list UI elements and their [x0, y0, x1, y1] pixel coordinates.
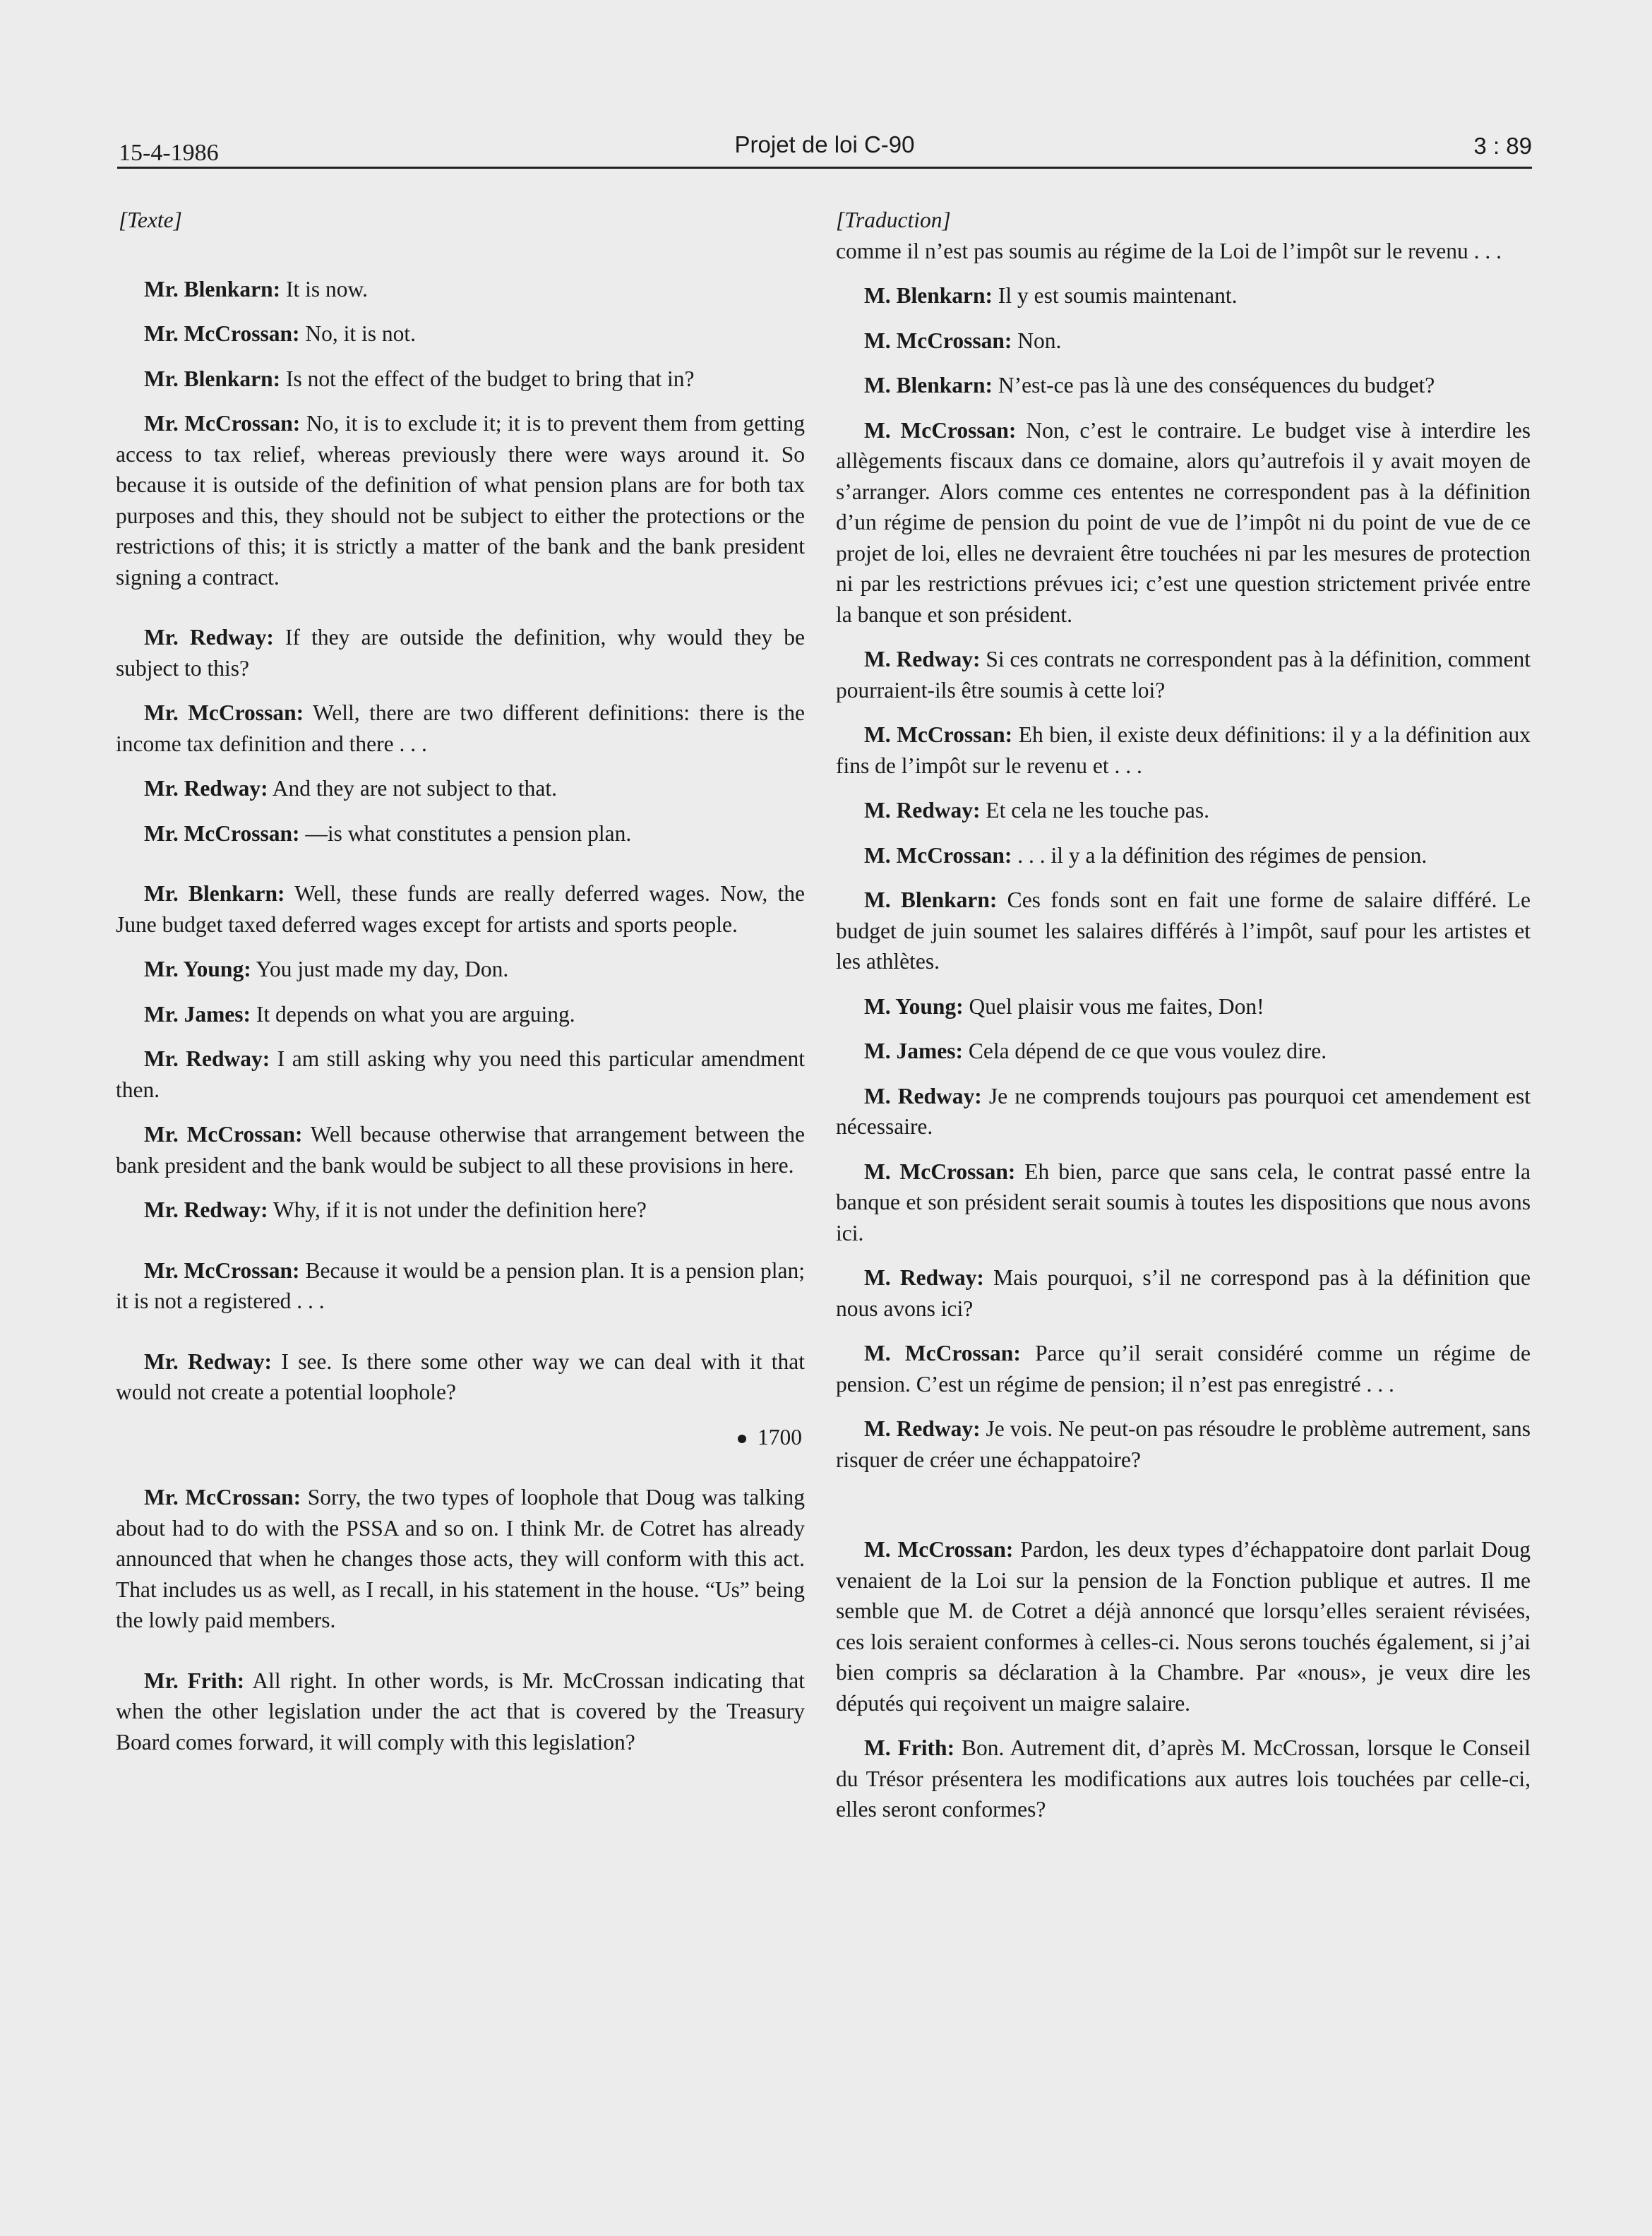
speech-text: Cela dépend de ce que vous voulez dire.	[962, 1039, 1327, 1063]
speech-text: . . . il y a la définition des régimes de pension.	[1012, 842, 1427, 868]
speech-text: No, it is to exclude it; it is to prevent them from getting access to tax relief, whereas previously there were ways around it. So because it is outside of the definition of what pension plans are for both tax purposes and this, they should not be subject to either the protections or the restrictions of this; it is strictly a matter of the bank and the bank president signing a contract.	[116, 411, 805, 590]
time-marker	[116, 1422, 805, 1453]
speech-text: I am still asking why you need this particular amendment then.	[116, 1046, 805, 1102]
transcript-paragraph	[116, 999, 805, 1030]
transcript-paragraph	[836, 1036, 1531, 1067]
speaker-name: Mr. Blenkarn:	[144, 881, 285, 906]
speaker-name: Mr. Redway:	[144, 625, 274, 650]
transcript-paragraph	[116, 364, 805, 395]
speech-text: Sorry, the two types of loophole that Doug was talking about had to do with the PSSA and so on. I think Mr. de Cotret has already announced that when he changes those acts, they will conform with this act. That includes us as well, as I recall, in his statement in the house. “Us” being the lowly paid members.	[116, 1485, 805, 1632]
speech-text: All right. In other words, is Mr. McCrossan indicating that when the other legislation under the act that is covered by the Treasury Board comes forward, it will comply with this legislation?	[116, 1668, 805, 1754]
transcript-paragraph	[836, 719, 1531, 781]
speaker-name: M. McCrossan:	[864, 417, 1017, 443]
speaker-name: Mr. McCrossan:	[144, 700, 304, 725]
speaker-name: Mr. Young:	[144, 957, 251, 981]
speaker-name: M. McCrossan:	[864, 1159, 1016, 1184]
speaker-name: Mr. McCrossan:	[144, 1485, 301, 1509]
transcript-paragraph	[836, 1733, 1531, 1825]
transcript-paragraph	[116, 773, 805, 804]
transcript-paragraph	[116, 318, 805, 349]
transcript-paragraph	[836, 1081, 1531, 1142]
transcript-paragraph	[836, 280, 1531, 311]
speech-text: Quel plaisir vous me faites, Don!	[963, 993, 1264, 1019]
speaker-name: Mr. James:	[144, 1001, 251, 1027]
transcript-paragraph	[116, 818, 805, 849]
transcript-paragraph	[836, 415, 1531, 630]
speech-text: Well because otherwise that arrangement between the bank president and the bank would be subject to all these provisions in here.	[116, 1122, 805, 1178]
continuation-paragraph: comme il n’est pas soumis au régime de la Loi de l’impôt sur le revenu . . .	[836, 238, 1502, 263]
speaker-name: M. Blenkarn:	[864, 283, 993, 308]
speaker-name: M. James:	[864, 1039, 963, 1063]
speaker-name: M. McCrossan:	[864, 722, 1013, 747]
speech-text: Il y est soumis maintenant.	[993, 283, 1238, 308]
transcript-paragraph	[116, 1044, 805, 1105]
transcript-paragraph	[836, 795, 1531, 826]
speech-text: Eh bien, il existe deux définitions: il y a la définition aux fins de l’impôt sur le revenu et . . .	[836, 722, 1531, 778]
page-header	[117, 131, 1532, 167]
speaker-name: Mr. Redway:	[144, 1349, 273, 1374]
transcript-paragraph	[116, 698, 805, 759]
transcript-paragraph	[116, 274, 805, 305]
speech-text: Pardon, les deux types d’échappatoire dont parlait Doug venaient de la Loi sur la pension de la Fonction publique et autres. Il me semble que M. de Cotret a déjà annoncé que lorsqu’elles seraient révisées, ces lois seraient conformes à celles-ci. Nous serons touchés également, si j’ai bien compris sa déclaration à la Chambre. Par «nous», je veux dire les députés qui reçoivent un maigre salaire.	[836, 1537, 1531, 1716]
speech-text: Si ces contrats ne correspondent pas à la définition, comment pourraient-ils être soumis à cette loi?	[836, 647, 1531, 703]
transcript-paragraph	[116, 1119, 805, 1180]
speech-text: And they are not subject to that.	[268, 776, 557, 801]
left-column	[116, 205, 805, 1771]
bullet-icon	[738, 1435, 746, 1443]
speech-text: You just made my day, Don.	[251, 957, 509, 981]
transcript-paragraph	[116, 878, 805, 940]
transcript-paragraph	[116, 408, 805, 592]
speaker-name: M. Redway:	[864, 1265, 984, 1290]
transcript-paragraph	[116, 1255, 805, 1317]
speech-text: Et cela ne les touche pas.	[980, 798, 1209, 823]
transcript-paragraph	[836, 885, 1531, 977]
speaker-name: Mr. McCrossan:	[144, 820, 300, 846]
speech-text: Eh bien, parce que sans cela, le contrat passé entre la banque et son président serait soumis à toutes les dispositions que nous avons ici.	[836, 1159, 1531, 1245]
speech-text: Non, c’est le contraire. Le budget vise à interdire les allègements fiscaux dans ce domaine, alors qu’autrefois il y avait moyen de s’arranger. Alors comme ces ententes ne correspondent pas à la définition d’un régime de pension du point de vue de l’impôt ni du point de vue de ce projet de loi, elles ne devraient être touchées ni par les mesures de protection ni par les restrictions prévues ici; c’est une question strictement privée entre la banque et son président.	[836, 417, 1531, 627]
transcript-paragraph	[116, 1482, 805, 1636]
transcript-paragraph	[116, 1666, 805, 1758]
speaker-name: M. Blenkarn:	[864, 373, 993, 397]
speaker-name: M. McCrossan:	[864, 1537, 1014, 1562]
speech-text: It is now.	[280, 276, 369, 301]
speech-text: Mais pourquoi, s’il ne correspond pas à la définition que nous avons ici?	[836, 1265, 1531, 1321]
transcript-paragraph	[836, 840, 1531, 871]
transcript-paragraph	[836, 325, 1531, 357]
transcript-paragraph	[836, 991, 1531, 1022]
speech-text: N’est-ce pas là une des conséquences du budget?	[993, 373, 1435, 397]
right-column	[836, 205, 1531, 1839]
speech-text: Ces fonds sont en fait une forme de salaire différé. Le budget de juin soumet les salaires différés à l’impôt, sauf pour les artistes et les athlètes.	[836, 887, 1531, 974]
transcript-paragraph	[836, 1156, 1531, 1249]
speech-text: Is not the effect of the budget to bring that in?	[280, 366, 695, 391]
speech-text: I see. Is there some other way we can deal with it that would not create a potential loophole?	[116, 1349, 805, 1404]
speaker-name: M. McCrossan:	[864, 842, 1012, 868]
speaker-name: M. Frith:	[864, 1735, 955, 1760]
speaker-name: Mr. Blenkarn:	[144, 366, 281, 391]
section-label-texte: [Texte]	[119, 208, 182, 232]
speaker-name: M. Redway:	[864, 647, 981, 671]
section-label-traduction: [Traduction]	[836, 208, 951, 232]
speech-text: Well, these funds are really deferred wages. Now, the June budget taxed deferred wages except for artists and sports people.	[116, 881, 805, 937]
speech-text: No, it is not.	[299, 321, 416, 346]
speech-text: Je ne comprends toujours pas pourquoi cet amendement est nécessaire.	[836, 1083, 1531, 1139]
speaker-name: M. Redway:	[864, 1416, 981, 1441]
speaker-name: M. Young:	[864, 993, 964, 1019]
speaker-name: M. Blenkarn:	[864, 887, 998, 912]
speech-text: Why, if it is not under the definition here?	[268, 1197, 647, 1222]
transcript-paragraph	[116, 1346, 805, 1408]
speaker-name: Mr. McCrossan:	[144, 1122, 303, 1147]
speaker-name: Mr. Blenkarn:	[144, 276, 281, 301]
speaker-name: M. McCrossan:	[864, 1341, 1021, 1365]
speaker-name: Mr. McCrossan:	[144, 1257, 300, 1283]
transcript-paragraph	[836, 1534, 1531, 1718]
speech-text: —is what constitutes a pension plan.	[299, 820, 632, 846]
transcript-paragraph	[116, 1195, 805, 1226]
header-title: Projet de loi C-90	[734, 131, 915, 157]
transcript-paragraph	[836, 370, 1531, 401]
speaker-name: Mr. McCrossan:	[144, 321, 300, 346]
speech-text: Because it would be a pension plan. It is a pension plan; it is not a registered . . .	[116, 1257, 805, 1313]
speech-text: Bon. Autrement dit, d’après M. McCrossan, lorsque le Conseil du Trésor présentera les modifications aux autres lois touchées par celle-ci, elles seront conformes?	[836, 1735, 1531, 1822]
speech-text: If they are outside the definition, why would they be subject to this?	[116, 625, 805, 681]
speech-text: It depends on what you are arguing.	[251, 1001, 575, 1027]
speaker-name: Mr. Redway:	[144, 1197, 268, 1222]
transcript-paragraph	[116, 954, 805, 985]
speech-text: Je vois. Ne peut-on pas résoudre le problème autrement, sans risquer de créer une échappatoire?	[836, 1416, 1531, 1472]
header-date: 15-4-1986	[119, 140, 219, 166]
transcript-paragraph	[116, 622, 805, 683]
speaker-name: Mr. Redway:	[144, 1046, 270, 1071]
time-marker-text: 1700	[758, 1424, 802, 1449]
transcript-paragraph	[836, 1338, 1531, 1399]
transcript-paragraph	[836, 1413, 1531, 1475]
header-page-number: 3 : 89	[1473, 133, 1532, 159]
transcript-paragraph	[836, 644, 1531, 705]
speaker-name: M. Redway:	[864, 798, 981, 823]
transcript-paragraph	[836, 1262, 1531, 1324]
speaker-name: M. McCrossan:	[864, 328, 1012, 353]
speaker-name: M. Redway:	[864, 1083, 982, 1108]
speech-text: Non.	[1012, 328, 1062, 353]
speaker-name: Mr. Frith:	[144, 1668, 245, 1693]
header-rule	[117, 167, 1532, 169]
speaker-name: Mr. Redway:	[144, 776, 268, 801]
speaker-name: Mr. McCrossan:	[144, 411, 301, 436]
speech-text: Parce qu’il serait considéré comme un régime de pension. C’est un régime de pension; il n’est pas enregistré . . .	[836, 1341, 1531, 1397]
speech-text: Well, there are two different definitions: there is the income tax definition and there . . .	[116, 700, 805, 756]
